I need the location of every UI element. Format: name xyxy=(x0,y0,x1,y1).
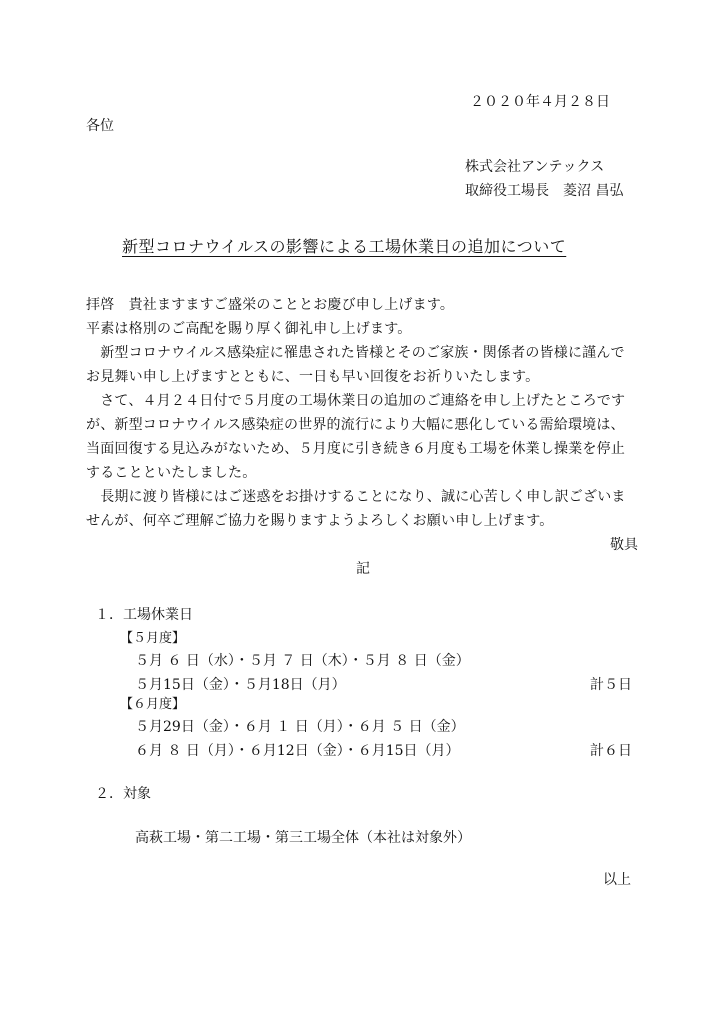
june-label: 【６月度】 xyxy=(120,697,186,712)
body-line: することといたしました。 xyxy=(86,465,257,481)
signer: 取締役工場長 菱沼 昌弘 xyxy=(465,183,624,199)
june-dates-row-1: ５月29日（金）・６月 １ 日（月）・６月 ５ 日（金） xyxy=(135,719,465,735)
may-label: 【５月度】 xyxy=(120,631,186,646)
may-dates-row-1: ５月 ６ 日（水）・５月 ７ 日（木）・５月 ８ 日（金） xyxy=(135,653,470,669)
closing-ijou: 以上 xyxy=(603,872,631,888)
body-line: 当面回復する見込みがないため、５月度に引き続き６月度も工場を休業し操業を停止 xyxy=(86,441,626,457)
recipient: 各位 xyxy=(86,118,114,134)
document-title: 新型コロナウイルスの影響による工場休業日の追加について xyxy=(122,237,567,256)
ki-heading: 記 xyxy=(356,561,370,577)
body-line: さて、４月２４日付で５月度の工場休業日の追加のご連絡を申し上げたところです xyxy=(86,393,626,409)
may-total: 計５日 xyxy=(590,677,632,693)
body-line: 平素は格別のご高配を賜り厚く御礼申し上げます。 xyxy=(86,321,412,337)
target-content: 高萩工場・第二工場・第三工場全体（本社は対象外） xyxy=(135,830,471,846)
closing-keigu: 敬具 xyxy=(610,537,638,553)
document-date: ２０２０年４月２８日 xyxy=(470,94,610,110)
body-line: 新型コロナウイルス感染症に罹患された皆様とそのご家族・関係者の皆様に謹んで xyxy=(86,345,625,361)
body-line: お見舞い申し上げますとともに、一日も早い回復をお祈りいたします。 xyxy=(86,369,540,385)
company-name: 株式会社アンテックス xyxy=(465,159,605,175)
june-total: 計６日 xyxy=(590,743,632,759)
section-2-heading: ２．対象 xyxy=(95,786,151,802)
section-1-heading: １．工場休業日 xyxy=(95,607,193,623)
body-line: せんが、何卒ご理解ご協力を賜りますようよろしくお願い申し上げます。 xyxy=(86,513,554,529)
body-line: 拝啓 貴社ますますご盛栄のこととお慶び申し上げます。 xyxy=(86,297,455,313)
june-dates-row-2: ６月 ８ 日（月）・６月12日（金）・６月15日（月） xyxy=(135,743,460,759)
may-dates-row-2: ５月15日（金）・５月18日（月） xyxy=(135,677,346,693)
body-line: 長期に渡り皆様にはご迷惑をお掛けすることになり、誠に心苦しく申し訳ございま xyxy=(86,489,626,505)
body-line: が、新型コロナウイルス感染症の世界的流行により大幅に悪化している需給環境は、 xyxy=(86,417,625,433)
